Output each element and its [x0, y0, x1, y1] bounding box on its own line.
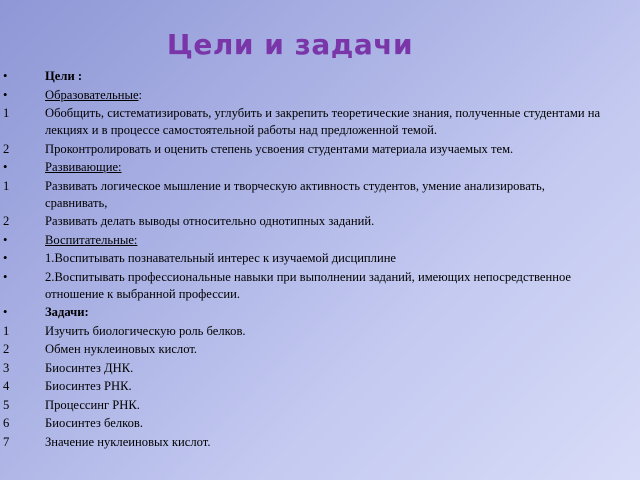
- item-text: Биосинтез ДНК.: [45, 360, 134, 375]
- item-text: Значение нуклеиновых кислот.: [45, 434, 211, 449]
- educational-heading: Образовательные: [45, 87, 139, 102]
- slide-content: [0, 68, 610, 452]
- list-item: [0, 360, 610, 377]
- list-item: [0, 323, 610, 340]
- educational-heading-suffix: :: [138, 87, 143, 102]
- developing-heading-line: [0, 159, 610, 176]
- bullet: •: [3, 69, 8, 83]
- item-number: 6: [3, 416, 10, 430]
- item-number: 4: [3, 379, 10, 393]
- item-text: 1.Воспитывать познавательный интерес к изучаемой дисциплине: [45, 251, 397, 265]
- item-text: Развивать логическое мышление и творческую активность студентов, умение анализировать, сравнивать,: [45, 178, 545, 210]
- item-number: 1: [3, 178, 10, 193]
- item-text: Биосинтез белков.: [45, 416, 144, 430]
- tasks-heading: Задачи:: [45, 305, 89, 319]
- item-text: Обобщить, систематизировать, углубить и закрепить теоретические знания, полученные студентами на лекциях и в процессе самостоятельной работы над предложенной темой.: [45, 106, 601, 137]
- bullet: •: [3, 251, 8, 265]
- item-text: Процессинг РНК.: [45, 397, 140, 412]
- item-number: 2: [3, 214, 10, 228]
- list-item: [0, 397, 610, 414]
- item-text: Развивать делать выводы относительно однотипных заданий.: [45, 214, 375, 228]
- item-number: 7: [3, 434, 10, 449]
- educational-heading-line: [0, 87, 610, 104]
- list-item: [0, 250, 610, 267]
- item-text: Биосинтез РНК.: [45, 379, 132, 393]
- slide-title: Цели и задачи: [166, 28, 414, 61]
- upbringing-heading-line: [0, 232, 610, 249]
- list-item: [0, 434, 610, 451]
- goals-heading-line: [0, 68, 610, 85]
- bullet: •: [3, 305, 8, 319]
- goals-heading: Цели :: [45, 69, 83, 83]
- list-item: [0, 415, 610, 432]
- bullet: •: [3, 87, 8, 102]
- bullet: •: [3, 269, 8, 284]
- bullet: •: [3, 160, 8, 174]
- item-text: Изучить биологическую роль белков.: [45, 323, 246, 338]
- item-text: Проконтролировать и оценить степень усвоения студентами материала изучаемых тем.: [45, 141, 514, 156]
- bullet: •: [3, 232, 8, 247]
- item-number: 3: [3, 360, 10, 375]
- item-number: 1: [3, 106, 10, 120]
- list-item: [0, 141, 610, 158]
- list-item: [0, 269, 610, 303]
- item-text: Обмен нуклеиновых кислот.: [45, 342, 198, 356]
- item-number: 2: [3, 141, 10, 156]
- list-item: [0, 378, 610, 395]
- upbringing-heading: Воспитательные:: [45, 232, 138, 247]
- list-item: [0, 178, 610, 212]
- list-item: [0, 105, 610, 139]
- item-number: 1: [3, 323, 10, 338]
- item-number: 2: [3, 342, 10, 356]
- list-item: [0, 341, 610, 358]
- tasks-heading-line: [0, 304, 610, 321]
- developing-heading: Развивающие:: [45, 160, 122, 174]
- item-text: 2.Воспитывать профессиональные навыки при выполнении заданий, имеющих непосредственное отношение к выбранной профессии.: [45, 269, 572, 301]
- item-number: 5: [3, 397, 10, 412]
- list-item: [0, 213, 610, 230]
